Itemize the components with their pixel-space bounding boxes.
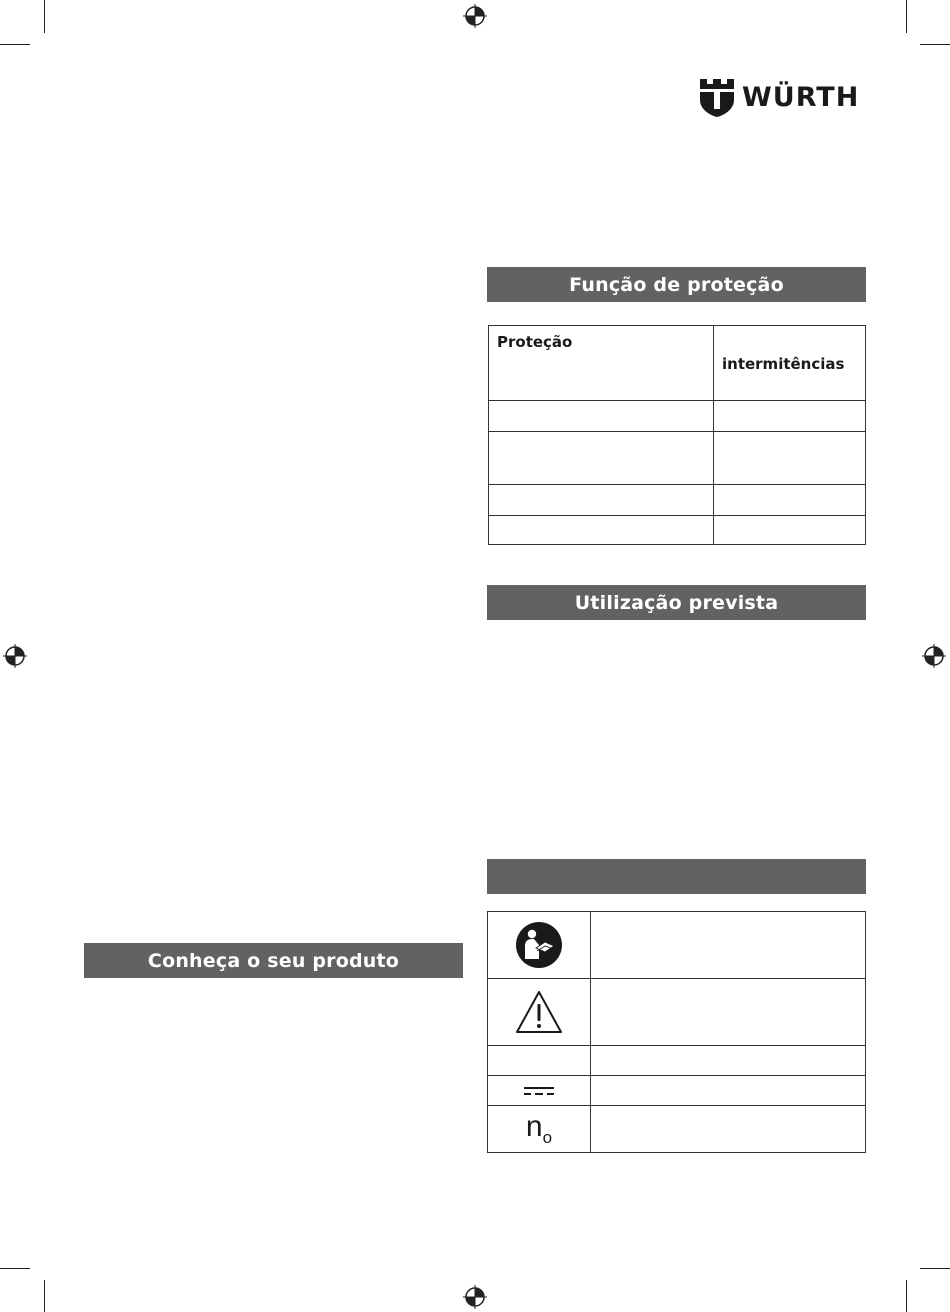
warning-triangle-icon <box>514 989 564 1035</box>
table-row <box>488 1076 866 1106</box>
crop-mark-top-right-h <box>920 44 950 45</box>
symbol-description-cell <box>591 979 866 1046</box>
table-row <box>489 432 866 485</box>
table-row <box>488 1046 866 1076</box>
protection-header-label: Proteção <box>497 333 573 351</box>
read-manual-icon <box>515 921 563 969</box>
protection-header-cell-2 <box>714 326 866 401</box>
symbol-cell-warning <box>488 979 591 1046</box>
symbols-table <box>487 911 866 1153</box>
table-row <box>489 485 866 516</box>
table-row <box>489 516 866 545</box>
rpm-letter: n <box>525 1110 543 1143</box>
crop-mark-top-left-v <box>44 0 45 33</box>
crop-mark-top-right-v <box>906 0 907 33</box>
registration-mark-right-icon <box>922 644 946 668</box>
protection-table <box>488 325 866 545</box>
brand-crest-icon <box>700 79 734 117</box>
symbol-description-cell <box>591 1046 866 1076</box>
symbol-description-cell <box>591 912 866 979</box>
table-row <box>488 912 866 979</box>
crop-mark-bottom-left-v <box>44 1280 45 1312</box>
crop-mark-bottom-right-v <box>906 1280 907 1312</box>
protection-header-flashes: intermitências <box>722 355 845 373</box>
symbol-cell-direct-current <box>488 1076 591 1106</box>
table-row <box>488 979 866 1046</box>
registration-mark-left-icon <box>3 644 27 668</box>
section-intended-use-title: Utilização prevista <box>487 585 866 620</box>
brand-name: WÜRTH <box>742 82 860 113</box>
brand-logo <box>700 79 859 117</box>
registration-mark-top-icon <box>463 4 487 28</box>
symbol-description-cell <box>591 1106 866 1153</box>
symbol-cell-empty <box>488 1046 591 1076</box>
crop-mark-top-left-h <box>0 44 30 45</box>
direct-current-icon <box>523 1086 555 1096</box>
section-know-product-title: Conheça o seu produto <box>84 943 463 978</box>
symbol-cell-no-load-speed <box>488 1106 591 1153</box>
symbol-cell-read-manual <box>488 912 591 979</box>
symbol-description-cell <box>591 1076 866 1106</box>
crop-mark-bottom-left-h <box>0 1268 30 1269</box>
crop-mark-bottom-right-h <box>920 1268 950 1269</box>
rpm-subscript: o <box>542 1128 553 1147</box>
table-row <box>489 401 866 432</box>
protection-header-cell-1 <box>489 326 714 401</box>
registration-mark-bottom-icon <box>463 1285 487 1309</box>
table-row <box>488 1106 866 1153</box>
no-load-speed-symbol <box>525 1110 553 1147</box>
section-protection-title: Função de proteção <box>487 267 866 302</box>
section-symbols-title <box>487 859 866 894</box>
